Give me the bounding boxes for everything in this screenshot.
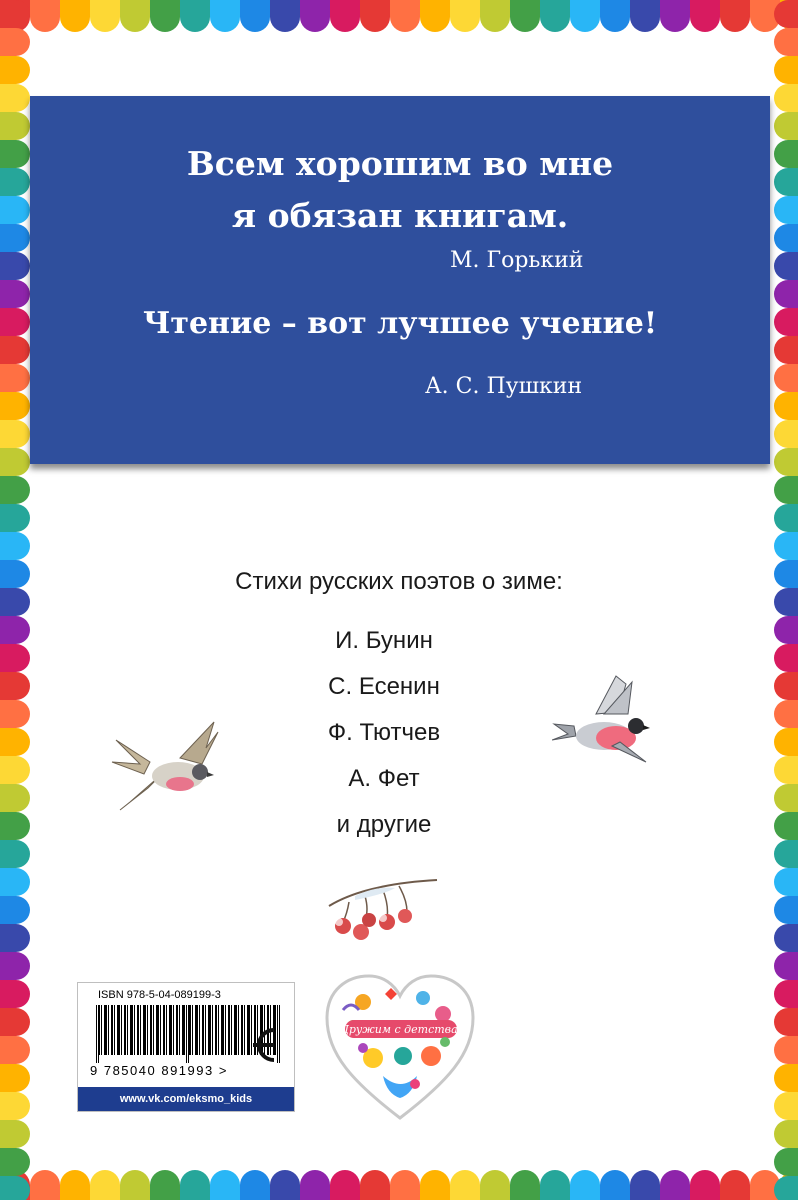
scallop-segment [390, 0, 420, 32]
scallop-segment [720, 1170, 750, 1200]
scallop-segment [774, 1148, 798, 1176]
scallop-segment [0, 140, 30, 168]
scallop-segment [0, 1036, 30, 1064]
scallop-segment [0, 1092, 30, 1120]
scallop-segment [510, 0, 540, 32]
scallop-segment [774, 420, 798, 448]
scallop-segment [0, 196, 30, 224]
scallop-segment [774, 924, 798, 952]
scallop-segment [774, 616, 798, 644]
scallop-segment [270, 0, 300, 32]
scallop-segment [630, 0, 660, 32]
scallop-segment [30, 1170, 60, 1200]
scallop-segment [0, 252, 30, 280]
scallop-segment [480, 0, 510, 32]
scallop-segment [180, 1170, 210, 1200]
scallop-segment [0, 84, 30, 112]
scallop-segment [0, 0, 30, 28]
scallop-segment [180, 0, 210, 32]
scallop-segment [774, 364, 798, 392]
scallop-segment [450, 0, 480, 32]
scallop-segment [0, 280, 30, 308]
scallop-segment [774, 280, 798, 308]
bottom-scallop-border [0, 1164, 798, 1200]
scallop-segment [420, 1170, 450, 1200]
scallop-segment [774, 112, 798, 140]
author-pushkin: А. С. Пушкин [425, 374, 583, 399]
scallop-segment [0, 1120, 30, 1148]
left-scallop-border [0, 0, 30, 1200]
scallop-segment [540, 1170, 570, 1200]
right-scallop-border [768, 0, 798, 1200]
scallop-segment [390, 1170, 420, 1200]
scallop-segment [0, 1008, 30, 1036]
scallop-segment [0, 392, 30, 420]
scallop-segment [774, 980, 798, 1008]
scallop-segment [774, 84, 798, 112]
scallop-segment [30, 0, 60, 32]
scallop-segment [774, 392, 798, 420]
badge-text: Дружим с детства! [339, 1023, 463, 1036]
scallop-segment [0, 952, 30, 980]
scallop-segment [570, 1170, 600, 1200]
quote-gorky [30, 138, 770, 242]
scallop-segment [774, 1176, 798, 1200]
quote-gorky-line2: я обязан книгам. [231, 196, 569, 235]
scallop-segment [0, 112, 30, 140]
scallop-segment [210, 1170, 240, 1200]
poet-item: Ф. Тютчев [327, 719, 441, 746]
scallop-segment [240, 1170, 270, 1200]
scallop-segment [90, 1170, 120, 1200]
scallop-segment [774, 952, 798, 980]
scallop-segment [774, 896, 798, 924]
scallop-segment [774, 728, 798, 756]
scallop-segment [90, 0, 120, 32]
scallop-segment [600, 1170, 630, 1200]
poet-item: С. Есенин [328, 673, 440, 700]
scallop-segment [360, 1170, 390, 1200]
barcode-guard [186, 1005, 189, 1063]
scallop-segment [300, 1170, 330, 1200]
scallop-segment [774, 140, 798, 168]
scallop-segment [450, 1170, 480, 1200]
quote-gorky-line1: Всем хорошим во мне [186, 144, 614, 183]
scallop-segment [600, 0, 630, 32]
scallop-segment [774, 28, 798, 56]
scallop-segment [0, 168, 30, 196]
scallop-segment [420, 0, 450, 32]
scallop-segment [0, 1064, 30, 1092]
scallop-segment [120, 1170, 150, 1200]
scallop-segment [774, 700, 798, 728]
scallop-segment [774, 812, 798, 840]
scallop-segment [774, 196, 798, 224]
scallop-segment [0, 980, 30, 1008]
scallop-segment [570, 0, 600, 32]
barcode-guard [96, 1005, 99, 1063]
scallop-segment [60, 1170, 90, 1200]
scallop-segment [0, 56, 30, 84]
scallop-segment [690, 0, 720, 32]
scallop-segment [480, 1170, 510, 1200]
scallop-segment [690, 1170, 720, 1200]
scallop-segment [774, 756, 798, 784]
vk-url: www.vk.com/eksmo_kids [78, 1087, 294, 1111]
scallop-segment [210, 0, 240, 32]
scallop-segment [0, 532, 30, 560]
scallop-segment [660, 0, 690, 32]
scallop-segment [630, 1170, 660, 1200]
scallop-segment [0, 308, 30, 336]
scallop-segment [774, 1008, 798, 1036]
scallop-segment [774, 840, 798, 868]
scallop-segment [774, 672, 798, 700]
poets-heading: Стихи русских поэтов о зиме: [235, 568, 563, 595]
scallop-segment [330, 1170, 360, 1200]
scallop-segment [0, 364, 30, 392]
poet-item: и другие [336, 811, 432, 838]
scallop-segment [774, 1036, 798, 1064]
scallop-segment [774, 168, 798, 196]
scallop-segment [300, 0, 330, 32]
scallop-segment [0, 448, 30, 476]
scallop-segment [360, 0, 390, 32]
scallop-segment [270, 1170, 300, 1200]
scallop-segment [0, 224, 30, 252]
scallop-segment [0, 896, 30, 924]
scallop-segment [774, 504, 798, 532]
scallop-segment [720, 0, 750, 32]
bullfinch-bird-left-icon [110, 718, 220, 814]
scallop-segment [330, 0, 360, 32]
scallop-segment [774, 1120, 798, 1148]
scallop-segment [774, 336, 798, 364]
scallop-segment [150, 0, 180, 32]
scallop-segment [120, 0, 150, 32]
heart-badge-icon [323, 972, 477, 1122]
scallop-segment [774, 532, 798, 560]
scallop-segment [0, 420, 30, 448]
scallop-segment [774, 252, 798, 280]
quote-pushkin: Чтение – вот лучшее учение! [142, 306, 658, 341]
scallop-segment [660, 1170, 690, 1200]
scallop-segment [510, 1170, 540, 1200]
top-scallop-border [0, 0, 798, 36]
scallop-segment [774, 784, 798, 812]
poet-item: И. Бунин [335, 627, 433, 654]
quote-panel [30, 96, 770, 464]
scallop-segment [774, 644, 798, 672]
scallop-segment [774, 1064, 798, 1092]
scallop-segment [0, 924, 30, 952]
scallop-segment [150, 1170, 180, 1200]
scallop-segment [60, 0, 90, 32]
scallop-segment [774, 868, 798, 896]
author-gorky: М. Горький [450, 248, 584, 273]
scallop-segment [0, 28, 30, 56]
eksmo-logo-icon [246, 1020, 280, 1070]
scallop-segment [774, 224, 798, 252]
scallop-segment [0, 868, 30, 896]
bullfinch-bird-right-icon [552, 674, 668, 770]
scallop-segment [774, 308, 798, 336]
barcode-digits: 9 785040 891993 > [90, 1063, 228, 1078]
scallop-segment [540, 0, 570, 32]
scallop-segment [0, 476, 30, 504]
scallop-segment [774, 56, 798, 84]
scallop-segment [0, 1148, 30, 1176]
scallop-segment [774, 0, 798, 28]
poet-item: А. Фет [348, 765, 420, 792]
scallop-segment [774, 1092, 798, 1120]
scallop-segment [774, 476, 798, 504]
scallop-segment [0, 336, 30, 364]
scallop-segment [0, 1176, 30, 1200]
scallop-segment [0, 504, 30, 532]
scallop-segment [240, 0, 270, 32]
isbn-label: ISBN 978-5-04-089199-3 [98, 989, 221, 1001]
scallop-segment [774, 448, 798, 476]
berry-branch-icon [325, 876, 441, 942]
